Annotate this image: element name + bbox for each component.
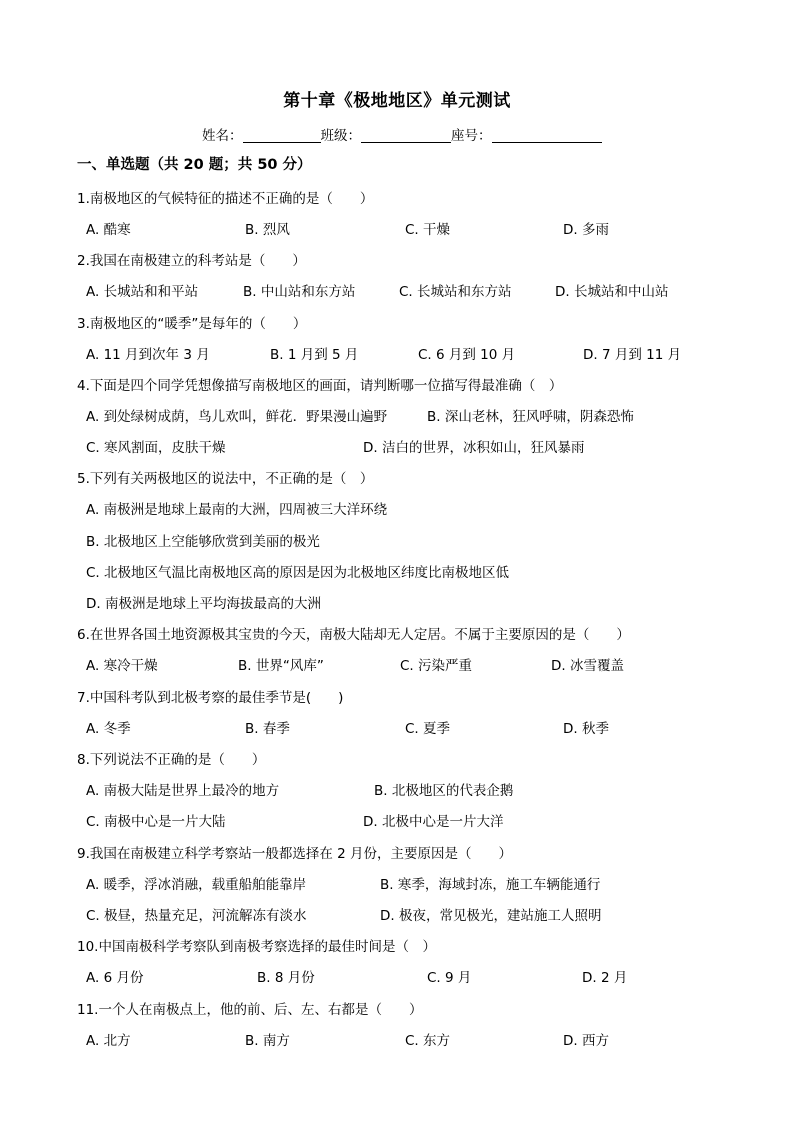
option-d: D. 2 月 <box>582 970 628 986</box>
option-d: D. 7 月到 11 月 <box>583 347 682 363</box>
question-stem: 5.下列有关两极地区的说法中，不正确的是（ ） <box>77 471 374 487</box>
option-a: A. 北方 <box>86 1033 131 1049</box>
seat-blank[interactable] <box>492 128 602 143</box>
option-c: C. 污染严重 <box>400 658 473 674</box>
name-label: 姓名： <box>202 128 243 144</box>
section-heading: 一、单选题（共 20 题；共 50 分） <box>77 157 312 173</box>
option-d: D. 冰雪覆盖 <box>551 658 624 674</box>
option-a: A. 长城站和和平站 <box>86 284 199 300</box>
option-a: A. 冬季 <box>86 721 131 737</box>
option-b: B. 南方 <box>245 1033 290 1049</box>
class-blank[interactable] <box>361 128 451 143</box>
question-stem: 8.下列说法不正确的是（ ） <box>77 752 266 768</box>
option-a: A. 酷寒 <box>86 222 131 238</box>
option-c: C. 9 月 <box>427 970 472 986</box>
option-b: B. 北极地区上空能够欣赏到美丽的极光 <box>86 534 320 550</box>
option-a: A. 南极洲是地球上最南的大洲，四周被三大洋环绕 <box>86 502 388 518</box>
option-b: B. 中山站和东方站 <box>243 284 356 300</box>
option-c: C. 东方 <box>405 1033 451 1049</box>
option-a: A. 11 月到次年 3 月 <box>86 347 210 363</box>
seat-label: 座号： <box>451 128 492 144</box>
option-b: B. 烈风 <box>245 222 290 238</box>
option-a: A. 暖季，浮冰消融，载重船舶能靠岸 <box>86 877 307 893</box>
option-c: C. 长城站和东方站 <box>399 284 512 300</box>
option-b: B. 8 月份 <box>257 970 315 986</box>
option-d: D. 多雨 <box>563 222 609 238</box>
question-stem: 2.我国在南极建立的科考站是（ ） <box>77 253 306 269</box>
option-a: A. 到处绿树成荫，鸟儿欢叫，鲜花．野果漫山遍野 <box>86 409 388 425</box>
question-stem: 11.一个人在南极点上，他的前、后、左、右都是（ ） <box>77 1002 423 1018</box>
question-stem: 6.在世界各国土地资源极其宝贵的今天，南极大陆却无人定居。不属于主要原因的是（ ） <box>77 627 630 643</box>
option-d: D. 北极中心是一片大洋 <box>363 814 504 830</box>
option-b: B. 1 月到 5 月 <box>270 347 359 363</box>
option-d: D. 南极洲是地球上平均海拔最高的大洲 <box>86 596 321 612</box>
option-c: C. 夏季 <box>405 721 451 737</box>
option-c: C. 干燥 <box>405 222 451 238</box>
option-d: D. 洁白的世界，冰积如山，狂风暴雨 <box>363 440 585 456</box>
option-b: B. 世界“风库” <box>238 658 324 674</box>
option-a: A. 6 月份 <box>86 970 144 986</box>
option-b: B. 深山老林，狂风呼啸，阴森恐怖 <box>427 409 634 425</box>
option-d: D. 极夜，常见极光，建站施工人照明 <box>380 908 602 924</box>
option-d: D. 长城站和中山站 <box>555 284 669 300</box>
option-c: C. 6 月到 10 月 <box>418 347 516 363</box>
option-c: C. 寒风割面，皮肤干燥 <box>86 440 226 456</box>
option-d: D. 西方 <box>563 1033 609 1049</box>
option-a: A. 南极大陆是世界上最冷的地方 <box>86 783 280 799</box>
name-blank[interactable] <box>243 128 321 143</box>
option-d: D. 秋季 <box>563 721 609 737</box>
question-stem: 7.中国科考队到北极考察的最佳季节是( ) <box>77 690 344 706</box>
question-stem: 3.南极地区的“暖季”是每年的（ ） <box>77 316 307 332</box>
option-b: B. 寒季，海域封冻，施工车辆能通行 <box>380 877 601 893</box>
option-b: B. 春季 <box>245 721 290 737</box>
page-title: 第十章《极地地区》单元测试 <box>283 91 511 111</box>
option-c: C. 北极地区气温比南极地区高的原因是因为北极地区纬度比南极地区低 <box>86 565 510 581</box>
question-stem: 10.中国南极科学考察队到南极考察选择的最佳时间是（ ） <box>77 939 436 955</box>
option-a: A. 寒冷干燥 <box>86 658 158 674</box>
option-c: C. 极昼，热量充足，河流解冻有淡水 <box>86 908 307 924</box>
option-c: C. 南极中心是一片大陆 <box>86 814 226 830</box>
question-stem: 9.我国在南极建立科学考察站一般都选择在 2 月份，主要原因是（ ） <box>77 846 513 862</box>
student-info-line <box>202 124 602 144</box>
question-stem: 4.下面是四个同学凭想像描写南极地区的画面，请判断哪一位描写得最准确（ ） <box>77 378 563 394</box>
class-label: 班级： <box>320 128 361 144</box>
question-stem: 1.南极地区的气候特征的描述不正确的是（ ） <box>77 191 374 207</box>
option-b: B. 北极地区的代表企鹅 <box>374 783 514 799</box>
